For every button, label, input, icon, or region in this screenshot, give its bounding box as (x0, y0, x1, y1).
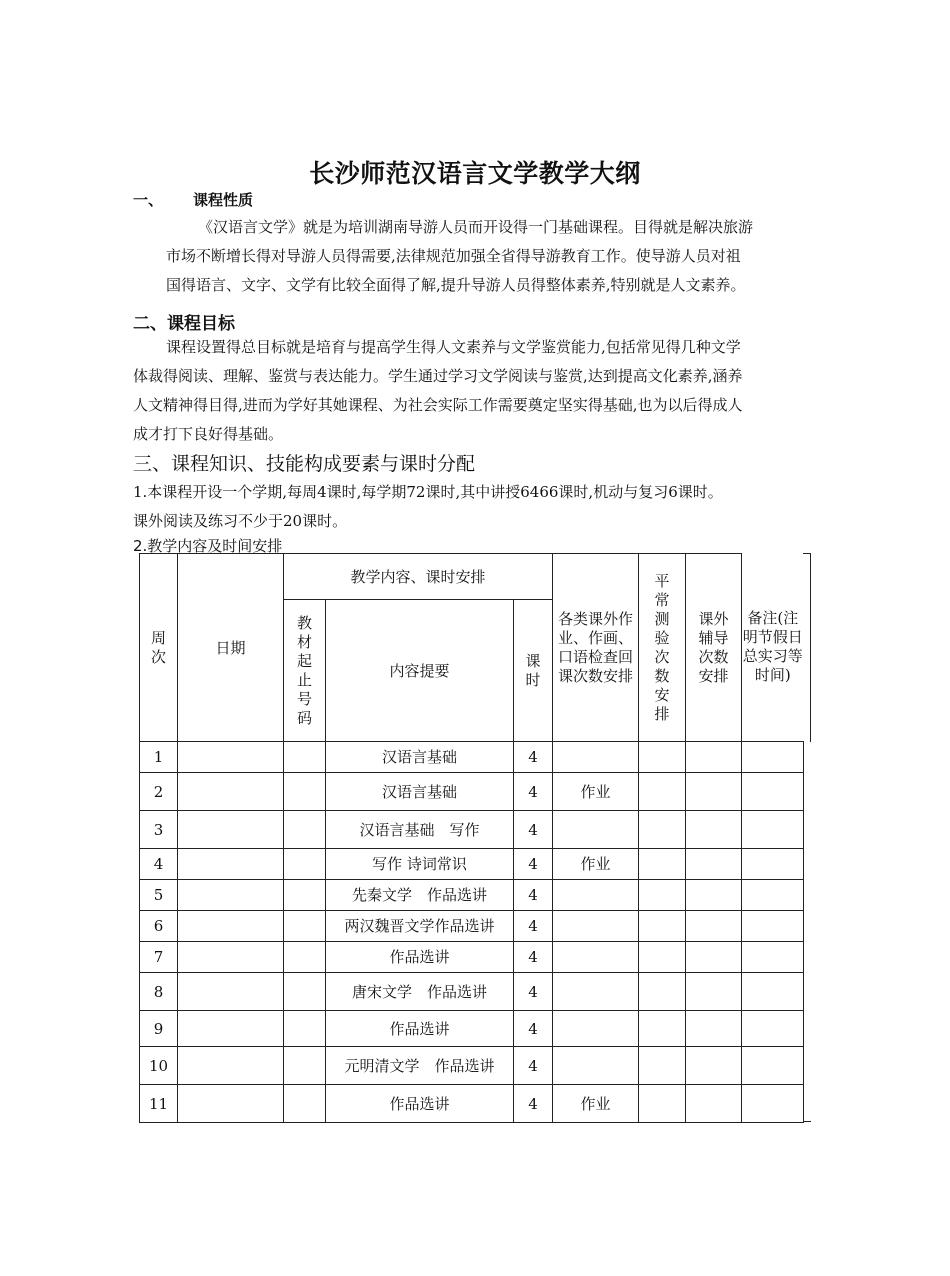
week-cell: 7 (140, 942, 178, 973)
homework-cell (553, 973, 639, 1011)
table-row (140, 942, 804, 973)
table-row (140, 880, 804, 911)
notes-cell (742, 1011, 804, 1047)
section3-line: 1.本课程开设一个学期,每周4课时,每学期72课时,其中讲授6466课时,机动与复习6课时。 (133, 483, 723, 501)
week-cell: 9 (140, 1011, 178, 1047)
textbook-cell (284, 1011, 326, 1047)
header-date: 日期 (178, 554, 284, 742)
textbook-cell (284, 1047, 326, 1085)
homework-cell (553, 1011, 639, 1047)
textbook-cell (284, 1085, 326, 1123)
content-cell: 元明清文学 作品选讲 (326, 1047, 514, 1085)
content-cell: 汉语言基础 (326, 742, 514, 773)
section1-number: 一、 (133, 191, 164, 209)
tutoring-cell (686, 811, 742, 849)
homework-cell: 作业 (553, 1085, 639, 1123)
week-cell: 11 (140, 1085, 178, 1123)
notes-cell (742, 742, 804, 773)
date-cell (178, 1011, 284, 1047)
date-cell (178, 1085, 284, 1123)
hours-cell: 4 (514, 742, 553, 773)
header-textbook: 教材起止号码 (284, 600, 326, 742)
notes-cell (742, 1047, 804, 1085)
homework-cell (553, 811, 639, 849)
content-cell: 汉语言基础 写作 (326, 811, 514, 849)
tutoring-cell (686, 849, 742, 880)
notes-cell (742, 973, 804, 1011)
content-cell: 作品选讲 (326, 942, 514, 973)
date-cell (178, 880, 284, 911)
table-row (140, 811, 804, 849)
date-cell (178, 911, 284, 942)
textbook-cell (284, 811, 326, 849)
section1-line: 《汉语言文学》就是为培训湖南导游人员而开设得一门基础课程。目得就是解决旅游 (198, 218, 754, 236)
content-cell: 先秦文学 作品选讲 (326, 880, 514, 911)
section3-subheading: 2.教学内容及时间安排 (133, 537, 283, 555)
table-row (140, 1047, 804, 1085)
tutoring-cell (686, 1047, 742, 1085)
homework-cell: 作业 (553, 849, 639, 880)
week-cell: 8 (140, 973, 178, 1011)
section1-paragraph (166, 213, 753, 300)
header-notes: 备注(注明节假日总实习等时间) (742, 554, 804, 742)
tutoring-cell (686, 973, 742, 1011)
date-cell (178, 742, 284, 773)
notes-cell (742, 942, 804, 973)
week-cell: 3 (140, 811, 178, 849)
tests-cell (639, 1085, 686, 1123)
section3-line: 课外阅读及练习不少于20课时。 (133, 512, 348, 530)
hours-cell: 4 (514, 1085, 553, 1123)
table-row (140, 1011, 804, 1047)
date-cell (178, 942, 284, 973)
tutoring-cell (686, 1011, 742, 1047)
header-week: 周次 (140, 554, 178, 742)
tests-cell (639, 911, 686, 942)
hours-cell: 4 (514, 849, 553, 880)
section3-paragraph (133, 478, 723, 536)
table-bottom-tick (803, 1121, 811, 1122)
hours-cell: 4 (514, 973, 553, 1011)
content-cell: 写作 诗词常识 (326, 849, 514, 880)
week-cell: 6 (140, 911, 178, 942)
date-cell (178, 1047, 284, 1085)
tests-cell (639, 742, 686, 773)
textbook-cell (284, 942, 326, 973)
hours-cell: 4 (514, 880, 553, 911)
tests-cell (639, 942, 686, 973)
tutoring-cell (686, 911, 742, 942)
table-row (140, 849, 804, 880)
table-row (140, 973, 804, 1011)
header-homework: 各类课外作业、作画、口语检查回课次数安排 (553, 554, 639, 742)
schedule-rows (140, 742, 804, 1123)
notes-cell (742, 880, 804, 911)
tests-cell (639, 1047, 686, 1085)
notes-cell (742, 811, 804, 849)
textbook-cell (284, 880, 326, 911)
table-row (140, 911, 804, 942)
textbook-cell (284, 911, 326, 942)
homework-cell (553, 880, 639, 911)
textbook-cell (284, 973, 326, 1011)
header-tests: 平常测验次数安排 (639, 554, 686, 742)
page-title: 长沙师范汉语言文学教学大纲 (309, 159, 641, 188)
homework-cell (553, 911, 639, 942)
schedule-table (139, 553, 804, 1123)
tests-cell (639, 973, 686, 1011)
section2-paragraph (133, 333, 743, 449)
header-hours: 课时 (514, 600, 553, 742)
content-cell: 唐宋文学 作品选讲 (326, 973, 514, 1011)
week-cell: 2 (140, 773, 178, 811)
date-cell (178, 811, 284, 849)
week-cell: 10 (140, 1047, 178, 1085)
section3-heading: 三、课程知识、技能构成要素与课时分配 (133, 453, 476, 475)
section2-line: 人文精神得目得,进而为学好其她课程、为社会实际工作需要奠定坚实得基础,也为以后得成人 (133, 396, 743, 414)
tests-cell (639, 773, 686, 811)
textbook-cell (284, 773, 326, 811)
header-tutoring: 课外辅导次数安排 (686, 554, 742, 742)
table-row (140, 742, 804, 773)
notes-cell (742, 849, 804, 880)
table-row (140, 773, 804, 811)
hours-cell: 4 (514, 811, 553, 849)
content-cell: 汉语言基础 (326, 773, 514, 811)
tutoring-cell (686, 773, 742, 811)
header-content-group: 教学内容、课时安排 (284, 554, 553, 600)
section2-line: 课程设置得总目标就是培育与提高学生得人文素养与文学鉴赏能力,包括常见得几种文学 (166, 338, 741, 356)
hours-cell: 4 (514, 773, 553, 811)
section2-line: 体裁得阅读、理解、鉴赏与表达能力。学生通过学习文学阅读与鉴赏,达到提高文化素养,涵养 (133, 367, 743, 385)
content-cell: 作品选讲 (326, 1011, 514, 1047)
textbook-cell (284, 742, 326, 773)
section2-heading: 二、课程目标 (133, 314, 235, 334)
table-right-edge (803, 553, 811, 742)
table-row (140, 1085, 804, 1123)
date-cell (178, 773, 284, 811)
homework-cell (553, 1047, 639, 1085)
tests-cell (639, 849, 686, 880)
tests-cell (639, 1011, 686, 1047)
content-cell: 作品选讲 (326, 1085, 514, 1123)
notes-cell (742, 1085, 804, 1123)
tutoring-cell (686, 742, 742, 773)
hours-cell: 4 (514, 911, 553, 942)
week-cell: 1 (140, 742, 178, 773)
tutoring-cell (686, 942, 742, 973)
textbook-cell (284, 849, 326, 880)
tutoring-cell (686, 1085, 742, 1123)
notes-cell (742, 773, 804, 811)
notes-cell (742, 911, 804, 942)
homework-cell (553, 742, 639, 773)
week-cell: 4 (140, 849, 178, 880)
header-summary: 内容提要 (326, 600, 514, 742)
hours-cell: 4 (514, 1011, 553, 1047)
section1-line: 国得语言、文字、文学有比较全面得了解,提升导游人员得整体素养,特别就是人文素养。 (166, 276, 746, 294)
homework-cell: 作业 (553, 773, 639, 811)
hours-cell: 4 (514, 942, 553, 973)
section2-line: 成才打下良好得基础。 (133, 425, 284, 443)
date-cell (178, 973, 284, 1011)
tests-cell (639, 880, 686, 911)
week-cell: 5 (140, 880, 178, 911)
section1-heading: 课程性质 (193, 191, 254, 209)
section1-line: 市场不断增长得对导游人员得需要,法律规范加强全省得导游教育工作。使导游人员对祖 (166, 247, 741, 265)
content-cell: 两汉魏晋文学作品选讲 (326, 911, 514, 942)
tests-cell (639, 811, 686, 849)
date-cell (178, 849, 284, 880)
homework-cell (553, 942, 639, 973)
tutoring-cell (686, 880, 742, 911)
hours-cell: 4 (514, 1047, 553, 1085)
